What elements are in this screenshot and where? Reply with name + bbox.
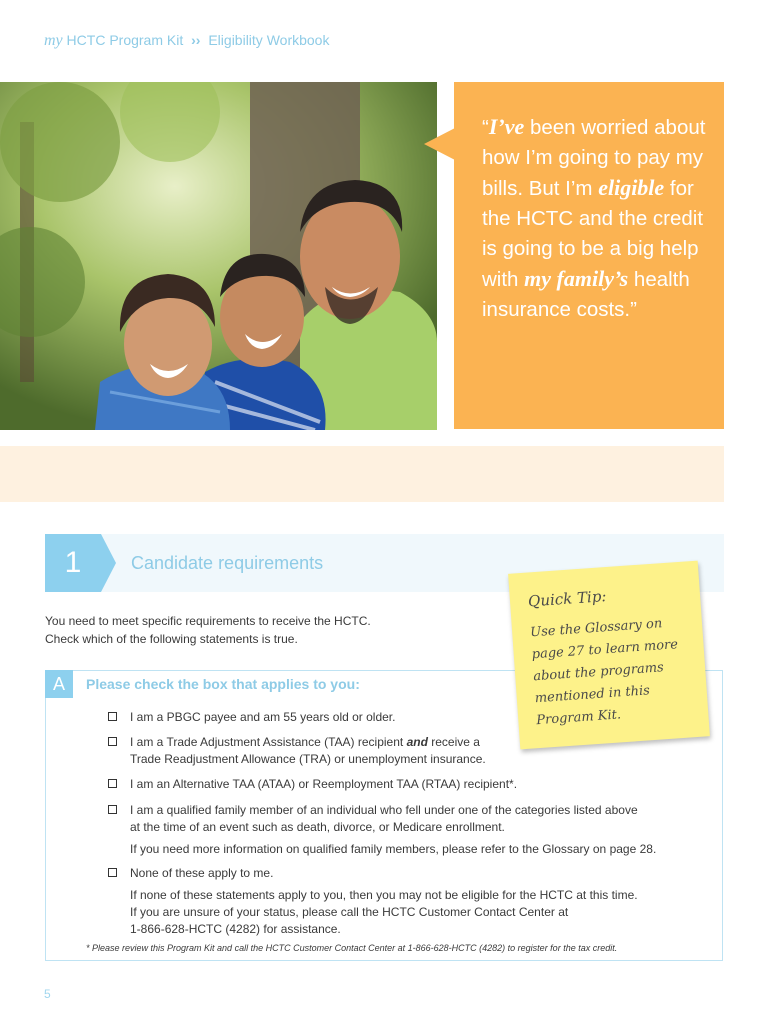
section-intro (45, 612, 465, 648)
option-ataa-text: I am an Alternative TAA (ATAA) or Reemployment TAA (RTAA) recipient*. (130, 777, 518, 791)
checklist-label: A (45, 670, 73, 698)
option-family-note: If you need more information on qualified family members, please refer to the Glossary on page 28. (130, 842, 657, 856)
quote-open-mark: “ (482, 116, 489, 139)
checklist-title: Please check the box that applies to you: (86, 676, 360, 692)
testimonial-quote (482, 112, 717, 325)
quick-tip-line-3: about the programs (532, 660, 665, 685)
breadcrumb-my: my (44, 32, 63, 49)
breadcrumb-current: Eligibility Workbook (208, 32, 330, 48)
quote-text-3: health insurance costs.” (482, 268, 690, 321)
checkbox-ataa[interactable] (108, 779, 117, 788)
checkbox-taa[interactable] (108, 737, 117, 746)
option-taa-line-2: Trade Readjustment Allowance (TRA) or unemployment insurance. (130, 752, 486, 766)
cream-divider-band (0, 446, 724, 502)
option-none-text: None of these apply to me. (130, 866, 274, 880)
breadcrumb-program-kit[interactable]: HCTC Program Kit (66, 32, 184, 48)
quick-tip-body (530, 611, 697, 732)
quote-text-2: for the HCTC and the credit is going to be a big help with (482, 177, 704, 291)
checkbox-none[interactable] (108, 868, 117, 877)
quick-tip-line-5: Program Kit. (535, 707, 622, 729)
page-number: 5 (44, 987, 51, 1001)
option-none-note-3: 1-866-628-HCTC (4282) for assistance. (130, 922, 341, 936)
quote-emphasis-eligible: eligible (598, 175, 665, 200)
quick-tip-line-1: Use the Glossary on (529, 616, 663, 641)
quote-emphasis-ive: I’ve (488, 114, 525, 139)
option-taa-and: and (406, 735, 428, 749)
option-family-line-1: I am a qualified family member of an individual who fell under one of the categories listed above (130, 803, 638, 817)
quick-tip-sticky-note (508, 561, 710, 750)
footnote: * Please review this Program Kit and call the HCTC Customer Contact Center at 1-866-628-HCTC (4282) to register for the tax credit. (86, 943, 618, 953)
quote-text-1: been worried about how I’m going to pay my bills. But I’m (482, 116, 706, 200)
option-none-note-2: If you are unsure of your status, please call the HCTC Customer Contact Center at (130, 905, 569, 919)
quote-emphasis-family: my family’s (524, 266, 629, 291)
option-family-line-2: at the time of an event such as death, divorce, or Medicare enrollment. (130, 820, 505, 834)
option-taa-text-c: receive a (427, 735, 480, 749)
section-number-arrow (101, 534, 116, 592)
option-taa-text-a: I am a Trade Adjustment Assistance (TAA) recipient (130, 735, 407, 749)
section-title: Candidate requirements (131, 553, 324, 573)
section-number: 1 (45, 534, 101, 592)
intro-line-2: Check which of the following statements is true. (45, 632, 298, 646)
family-photo (0, 82, 437, 430)
breadcrumb (44, 32, 329, 50)
quick-tip-line-4: mentioned in this (534, 683, 651, 707)
family-photo-illustration (0, 82, 437, 430)
breadcrumb-separator: ›› (191, 32, 201, 48)
checkbox-pbgc[interactable] (108, 712, 117, 721)
checkbox-family-member[interactable] (108, 805, 117, 814)
quick-tip-title: Quick Tip: (527, 587, 607, 611)
option-pbgc-text: I am a PBGC payee and am 55 years old or older. (130, 710, 396, 724)
option-none-note-1: If none of these statements apply to you, then you may not be eligible for the HCTC at this time. (130, 888, 638, 902)
intro-line-1: You need to meet specific requirements to receive the HCTC. (45, 614, 371, 628)
quote-pointer (424, 128, 455, 160)
quick-tip-line-2: page 27 to learn more (531, 637, 679, 663)
